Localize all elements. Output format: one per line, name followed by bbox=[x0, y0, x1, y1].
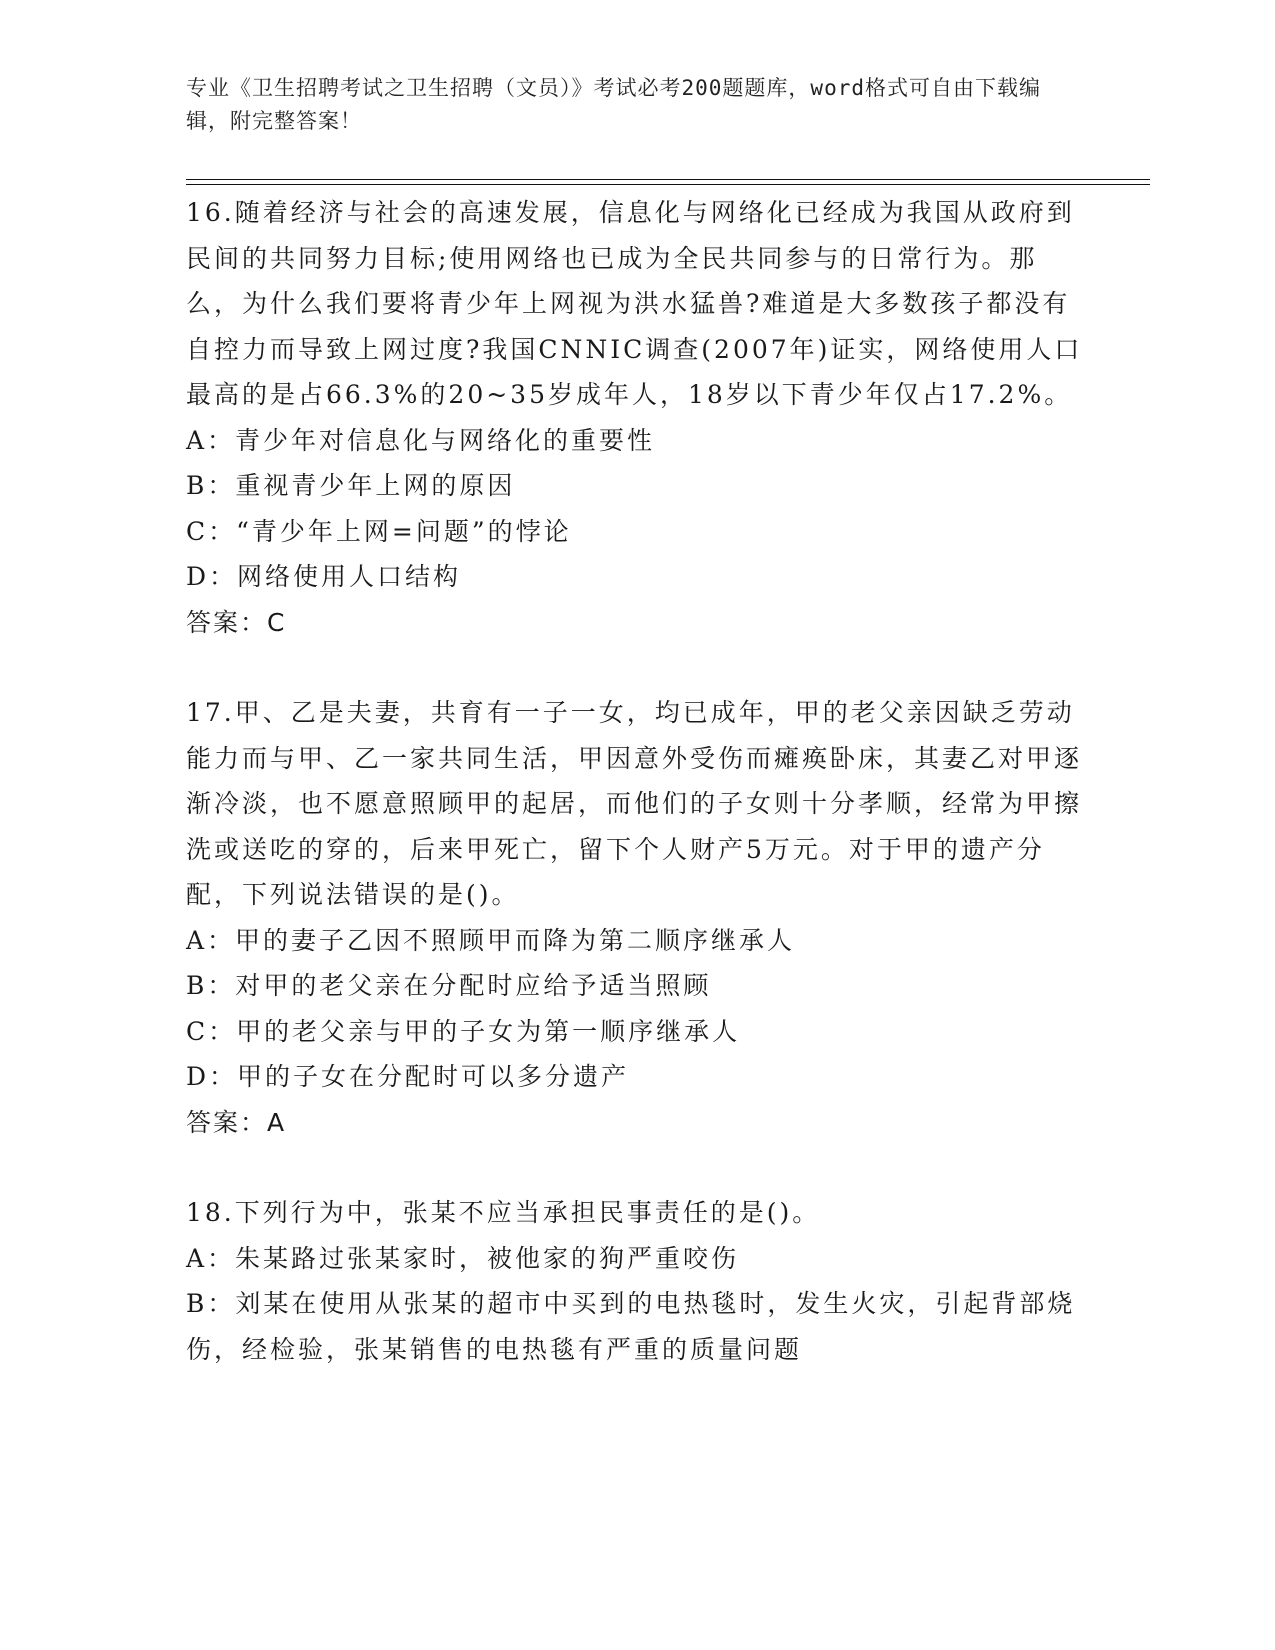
option-c: C：甲的老父亲与甲的子女为第一顺序继承人 bbox=[186, 1016, 741, 1046]
question-16 bbox=[186, 190, 1086, 645]
answer: 答案：C bbox=[186, 607, 287, 637]
question-18 bbox=[186, 1190, 1086, 1372]
option-a: A：甲的妻子乙因不照顾甲而降为第二顺序继承人 bbox=[186, 925, 796, 955]
option-a: A：青少年对信息化与网络化的重要性 bbox=[186, 425, 656, 455]
header-rule-top bbox=[186, 179, 1150, 180]
option-c: C：“青少年上网=问题”的悖论 bbox=[186, 516, 572, 546]
option-d: D：网络使用人口结构 bbox=[186, 562, 462, 591]
question-17 bbox=[186, 690, 1086, 1145]
header-rule-bottom bbox=[186, 184, 1150, 185]
page-header: 专业《卫生招聘考试之卫生招聘（文员）》考试必考200题题库，word格式可自由下载编辑，附完整答案！ bbox=[186, 76, 1041, 133]
option-b: B：刘某在使用从张某的超市中买到的电热毯时，发生火灾，引起背部烧伤，经检验，张某销售的电热毯有严重的质量问题 bbox=[186, 1289, 1076, 1364]
answer: 答案：A bbox=[186, 1107, 287, 1137]
question-list bbox=[186, 190, 1086, 1417]
question-stem: 16.随着经济与社会的高速发展，信息化与网络化已经成为我国从政府到民间的共同努力目标;使用网络也已成为全民共同参与的日常行为。那么，为什么我们要将青少年上网视为洪水猛兽?难道是大多数孩子都没有自控力而导致上网过度?我国CNNIC调查(2007年)证实，网络使用人口最高的是占66.3%的20~35岁成年人，18岁以下青少年仅占17.2%。 bbox=[186, 198, 1083, 409]
option-d: D：甲的子女在分配时可以多分遗产 bbox=[186, 1062, 630, 1091]
option-a: A：朱某路过张某家时，被他家的狗严重咬伤 bbox=[186, 1243, 740, 1273]
question-stem: 18.下列行为中，张某不应当承担民事责任的是()。 bbox=[186, 1198, 821, 1227]
option-b: B：重视青少年上网的原因 bbox=[186, 471, 516, 500]
option-b: B：对甲的老父亲在分配时应给予适当照顾 bbox=[186, 971, 712, 1000]
question-stem: 17.甲、乙是夫妻，共育有一子一女，均已成年，甲的老父亲因缺乏劳动能力而与甲、乙一家共同生活，甲因意外受伤而瘫痪卧床，其妻乙对甲逐渐冷淡，也不愿意照顾甲的起居，而他们的子女则十分孝顺，经常为甲擦洗或送吃的穿的，后来甲死亡，留下个人财产5万元。对于甲的遗产分配，下列说法错误的是()。 bbox=[186, 698, 1083, 909]
